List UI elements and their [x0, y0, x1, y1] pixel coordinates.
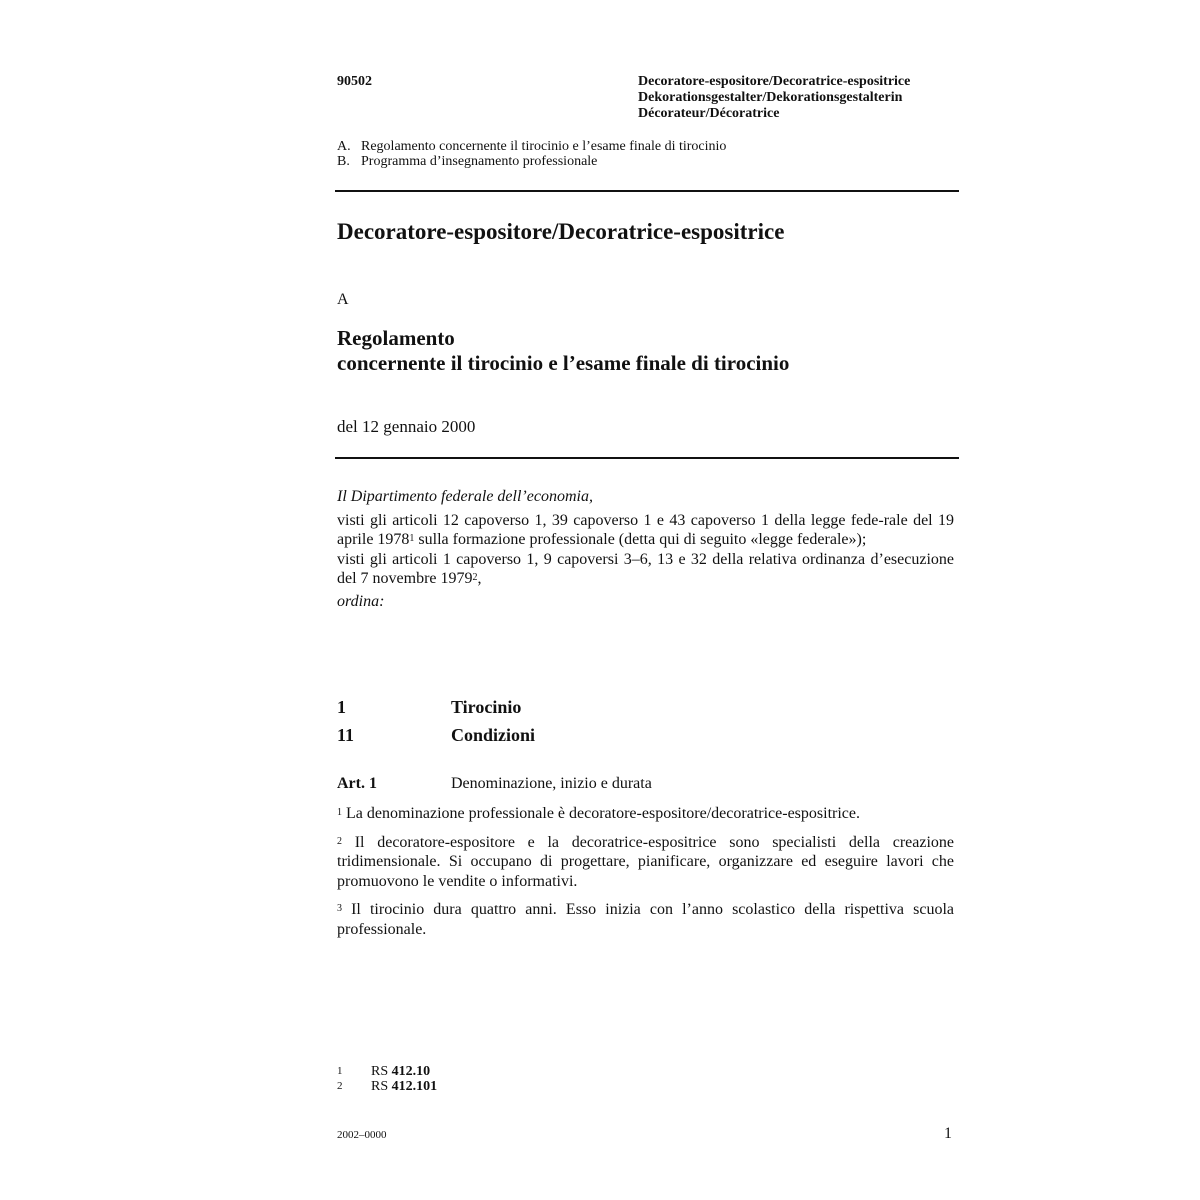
- section-heading-1: 1 Tirocinio: [337, 697, 522, 717]
- contents-item-a: A. Regolamento concernente il tirocinio e l’esame finale di tirocinio: [337, 139, 727, 154]
- title-german: Dekorationsgestalter/Dekorationsgestalterin: [638, 90, 903, 105]
- footnotes: [337, 1064, 437, 1094]
- article-paragraph: $^3$ Il tirocinio dura quattro anni. Esso inizia con l’anno scolastico della rispettiva scuola professionale.: [337, 901, 954, 938]
- profession-titles: [638, 74, 910, 122]
- preamble-authority: Il Dipartimento federale dell’economia,: [337, 488, 593, 505]
- regulation-date: del 12 gennaio 2000: [337, 417, 476, 436]
- article-paragraphs: [337, 804, 954, 948]
- footer-code: 2002–0000: [337, 1129, 387, 1141]
- preamble: [337, 487, 954, 611]
- section-heading-11: 11 Condizioni: [337, 725, 536, 745]
- contents-list: [337, 139, 726, 169]
- article-heading: Art. 1 Denominazione, inizio e durata: [337, 775, 652, 792]
- divider-top: [335, 190, 959, 192]
- footnote-ref-2: 2: [472, 572, 478, 583]
- preamble-ordina: ordina:: [337, 592, 385, 610]
- main-title: Decoratore-espositore/Decoratrice-espositrice: [337, 219, 785, 244]
- article-paragraph: $^1$ La denominazione professionale è decoratore-espositore/decoratrice-espositrice.: [337, 805, 860, 822]
- preamble-visti-2: visti gli articoli 1 capoverso 1, 9 capoversi 3–6, 13 e 32 della relativa ordinanza d’esecuzione del 7 novembre 1979$^2$,: [337, 550, 954, 587]
- page-number: 1: [944, 1125, 952, 1142]
- regulation-title: Regolamento concernente il tirocinio e l’esame finale di tirocinio: [337, 326, 790, 375]
- preamble-visti-1: visti gli articoli 12 capoverso 1, 39 capoverso 1 e 43 capoverso 1 della legge fede-rale del 19 aprile 1978$^1$ sulla formazione professionale (detta qui di seguito «legge federale»);: [337, 511, 954, 548]
- title-italian: Decoratore-espositore/Decoratrice-espositrice: [638, 74, 911, 89]
- footnote-ref-1: 1: [409, 533, 415, 544]
- document-code: 90502: [337, 74, 372, 89]
- contents-item-b: B. Programma d’insegnamento professionale: [337, 154, 598, 169]
- divider-bottom: [335, 457, 959, 459]
- title-french: Décorateur/Décoratrice: [638, 106, 780, 121]
- part-letter: A: [337, 291, 349, 308]
- footnote: 2 RS 412.101: [337, 1079, 438, 1094]
- article-paragraph: $^2$ Il decoratore-espositore e la decoratrice-espositrice sono specialisti della creazione tridimensionale. Si occupano di progettare, pianificare, organizzare ed eseguire lavori che promuovono le vendite o informativi.: [337, 833, 954, 890]
- footnote: 1 RS 412.10: [337, 1064, 431, 1079]
